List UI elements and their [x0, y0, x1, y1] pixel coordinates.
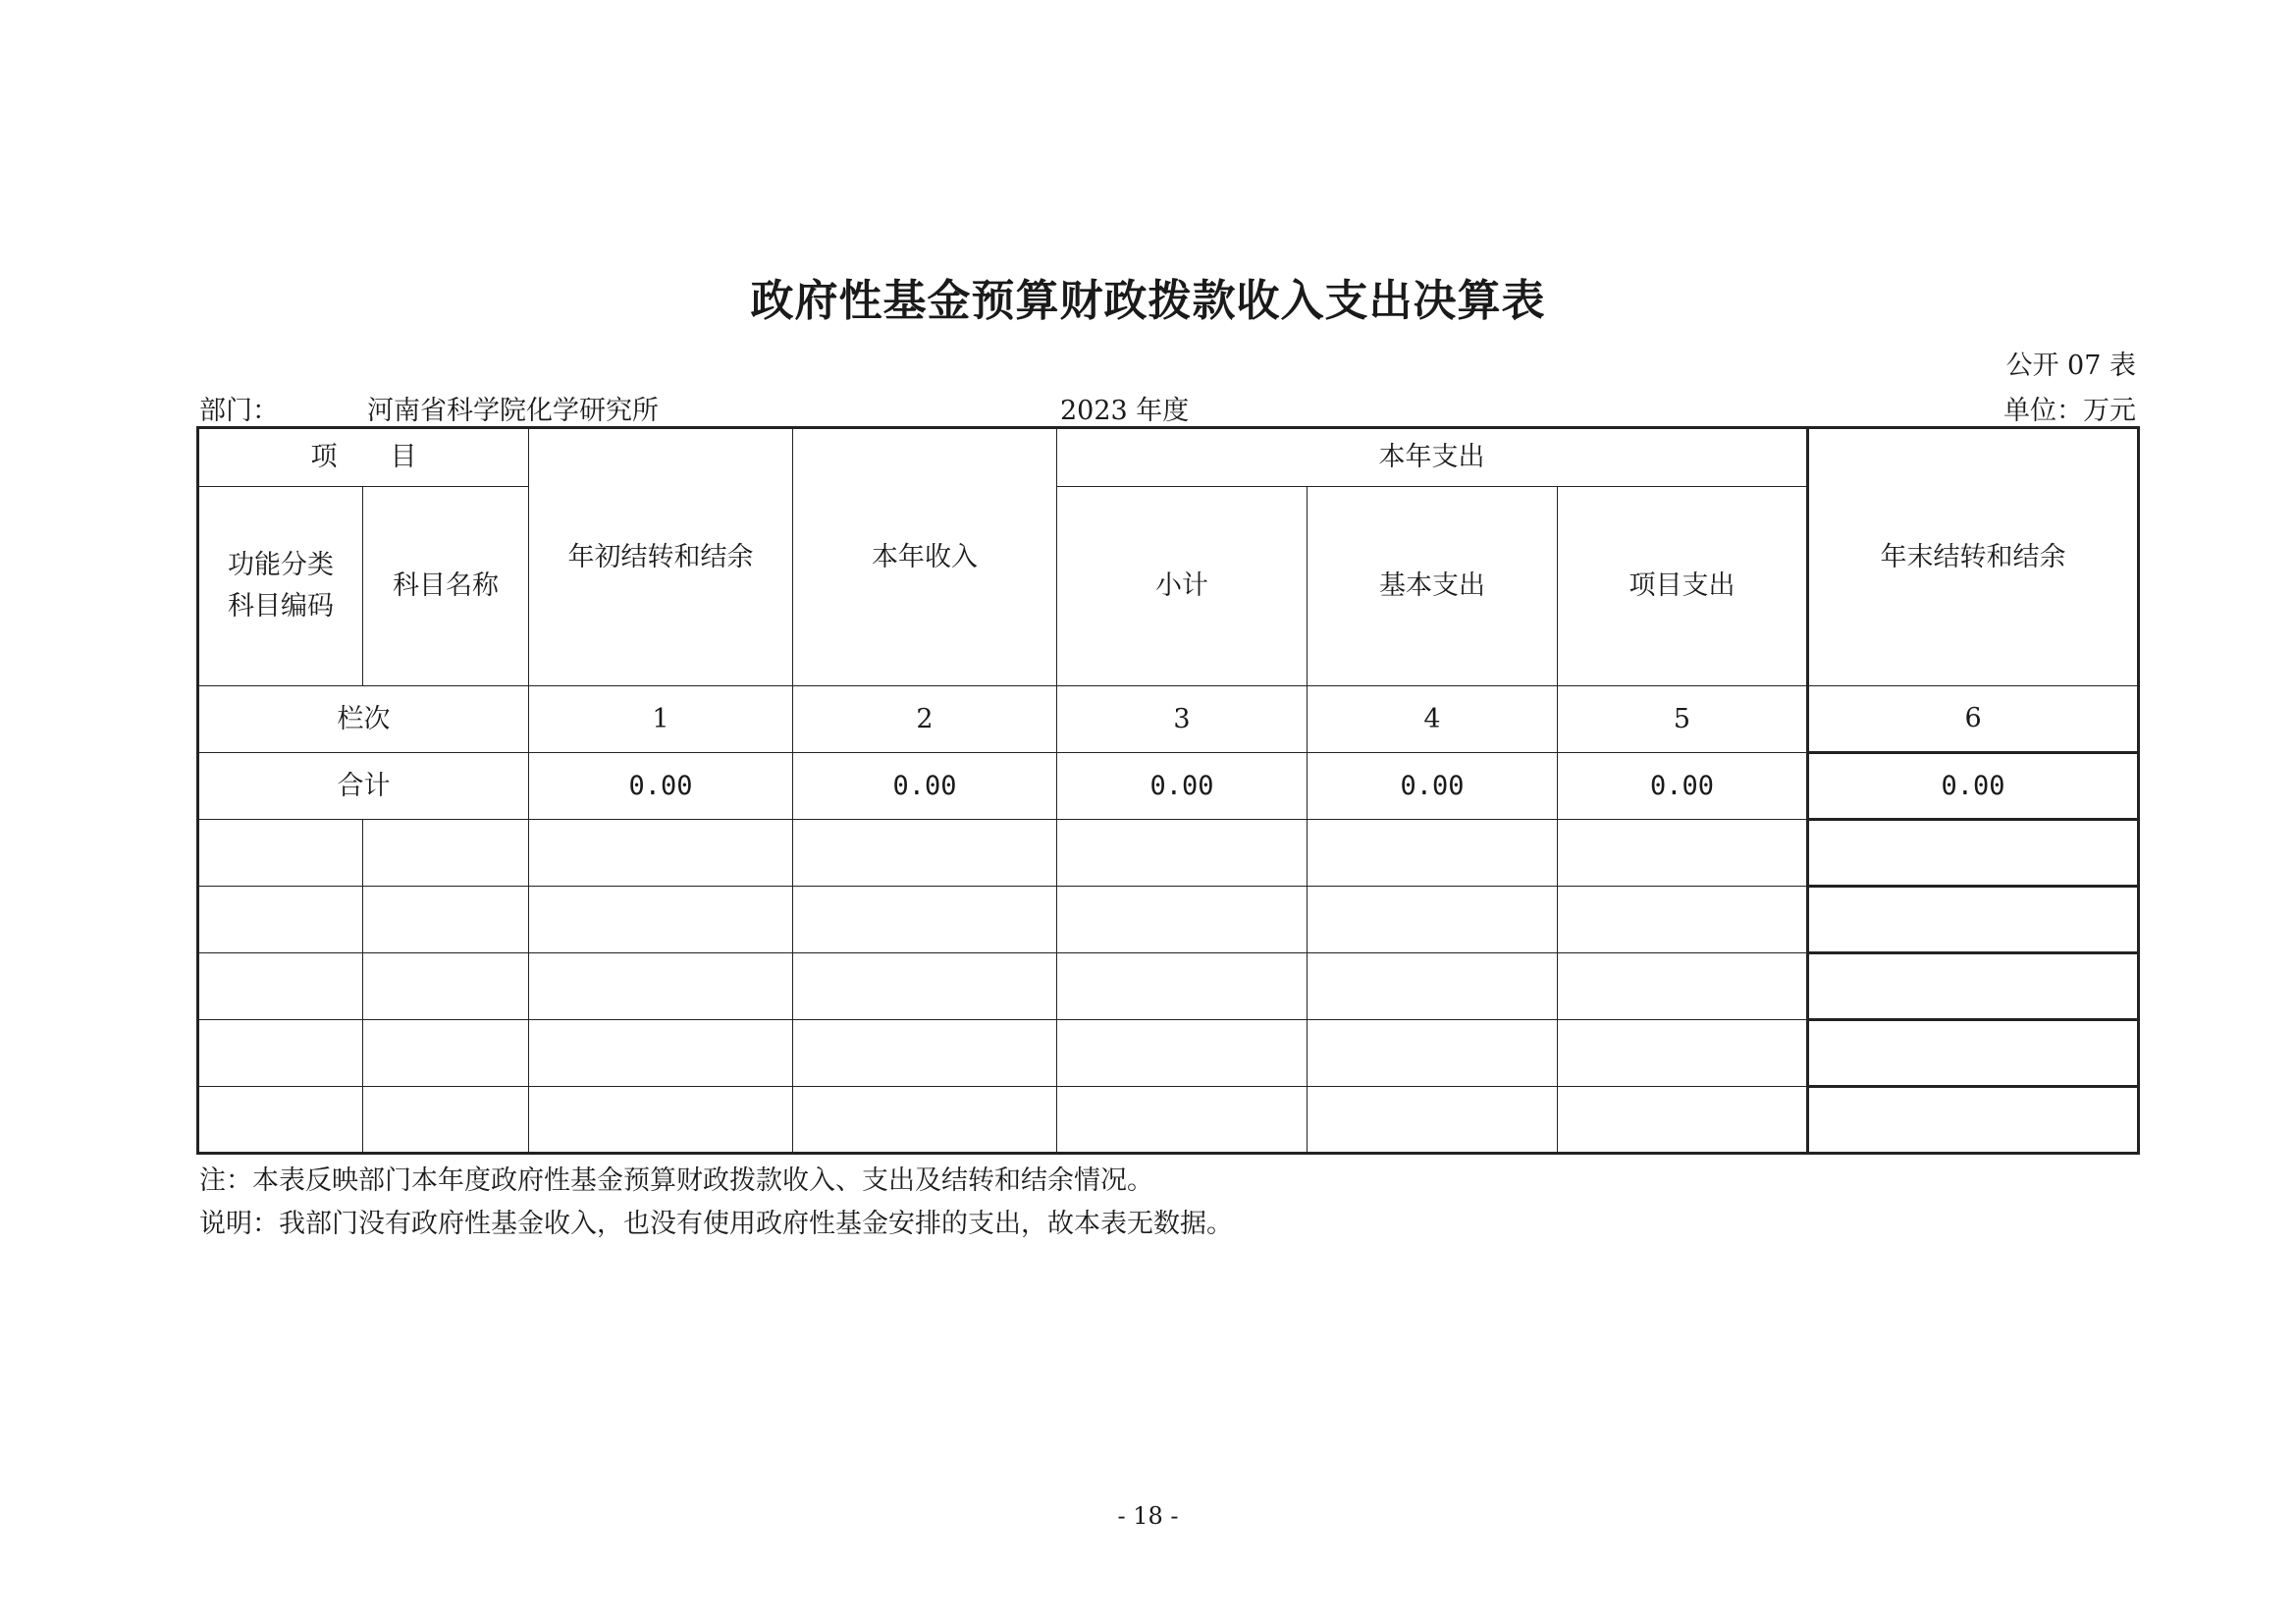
header-function-code	[198, 487, 363, 686]
form-number: 公开 07 表	[2005, 351, 2136, 381]
page-title: 政府性基金预算财政拨款收入支出决算表	[750, 276, 1546, 326]
column-number: 2	[793, 686, 1057, 753]
column-number: 5	[1558, 686, 1808, 753]
table-cell	[1558, 1087, 1808, 1154]
column-number: 1	[529, 686, 793, 753]
report-table	[196, 426, 2140, 1155]
table-row	[198, 887, 2139, 953]
total-value: 0.00	[1057, 753, 1308, 820]
table-row	[198, 1020, 2139, 1087]
table-cell	[1808, 953, 2139, 1020]
header-function-code-line1: 功能分类	[228, 550, 334, 581]
table-cell	[1057, 1020, 1308, 1087]
table-row	[198, 953, 2139, 1020]
header-end-balance: 年末结转和结余	[1808, 428, 2139, 686]
table-cell	[1308, 1087, 1558, 1154]
table-note: 注：本表反映部门本年度政府性基金预算财政拨款收入、支出及结转和结余情况。	[199, 1165, 1153, 1196]
table-cell	[1308, 820, 1558, 887]
table-cell	[793, 820, 1057, 887]
table-explanation: 说明：我部门没有政府性基金收入，也没有使用政府性基金安排的支出，故本表无数据。	[199, 1209, 1233, 1239]
table-cell	[198, 953, 363, 1020]
column-number: 3	[1057, 686, 1308, 753]
table-cell	[1057, 820, 1308, 887]
column-number: 6	[1808, 686, 2139, 753]
total-value: 0.00	[793, 753, 1057, 820]
table-cell	[1558, 1020, 1808, 1087]
page-number: - 18 -	[1117, 1502, 1179, 1530]
table-row	[198, 1087, 2139, 1154]
header-begin-balance: 年初结转和结余	[529, 428, 793, 686]
table-cell	[1057, 953, 1308, 1020]
total-value: 0.00	[529, 753, 793, 820]
table-cell	[363, 1020, 529, 1087]
table-cell	[1308, 1020, 1558, 1087]
table-cell	[363, 820, 529, 887]
total-value: 0.00	[1308, 753, 1558, 820]
table-cell	[793, 953, 1057, 1020]
unit-label: 单位：万元	[2003, 396, 2136, 426]
table-cell	[1057, 887, 1308, 953]
table-cell	[363, 887, 529, 953]
total-value: 0.00	[1558, 753, 1808, 820]
table-cell	[363, 953, 529, 1020]
department-label: 部门：	[199, 396, 279, 426]
total-label: 合计	[198, 753, 529, 820]
table-cell	[529, 820, 793, 887]
column-number-row	[198, 686, 2139, 753]
table-cell	[1808, 1087, 2139, 1154]
header-subtotal: 小计	[1057, 487, 1308, 686]
table-cell	[793, 1087, 1057, 1154]
column-number: 4	[1308, 686, 1558, 753]
table-cell	[529, 953, 793, 1020]
table-cell	[1057, 1087, 1308, 1154]
table-cell	[198, 1087, 363, 1154]
table-cell	[198, 887, 363, 953]
table-cell	[1808, 820, 2139, 887]
header-basic-expense: 基本支出	[1308, 487, 1558, 686]
table-cell	[1808, 887, 2139, 953]
header-income: 本年收入	[793, 428, 1057, 686]
table-cell	[198, 820, 363, 887]
table-cell	[529, 1087, 793, 1154]
header-subject-name: 科目名称	[363, 487, 529, 686]
table-row	[198, 820, 2139, 887]
table-cell	[529, 887, 793, 953]
table-cell	[1558, 953, 1808, 1020]
table-cell	[1808, 1020, 2139, 1087]
table-cell	[529, 1020, 793, 1087]
table-cell	[1308, 887, 1558, 953]
header-function-code-line2: 科目编码	[228, 591, 334, 622]
total-value: 0.00	[1808, 753, 2139, 820]
table-cell	[1308, 953, 1558, 1020]
table-cell	[198, 1020, 363, 1087]
table-cell	[1558, 887, 1808, 953]
fiscal-year: 2023 年度	[1060, 396, 1190, 426]
table-cell	[1558, 820, 1808, 887]
header-item: 项 目	[198, 428, 529, 487]
department-info	[199, 389, 659, 427]
department-name: 河南省科学院化学研究所	[367, 396, 659, 426]
header-expense-group: 本年支出	[1057, 428, 1808, 487]
table-cell	[793, 1020, 1057, 1087]
table-cell	[363, 1087, 529, 1154]
header-project-expense: 项目支出	[1558, 487, 1808, 686]
total-row	[198, 753, 2139, 820]
column-number-label: 栏次	[198, 686, 529, 753]
table-cell	[793, 887, 1057, 953]
